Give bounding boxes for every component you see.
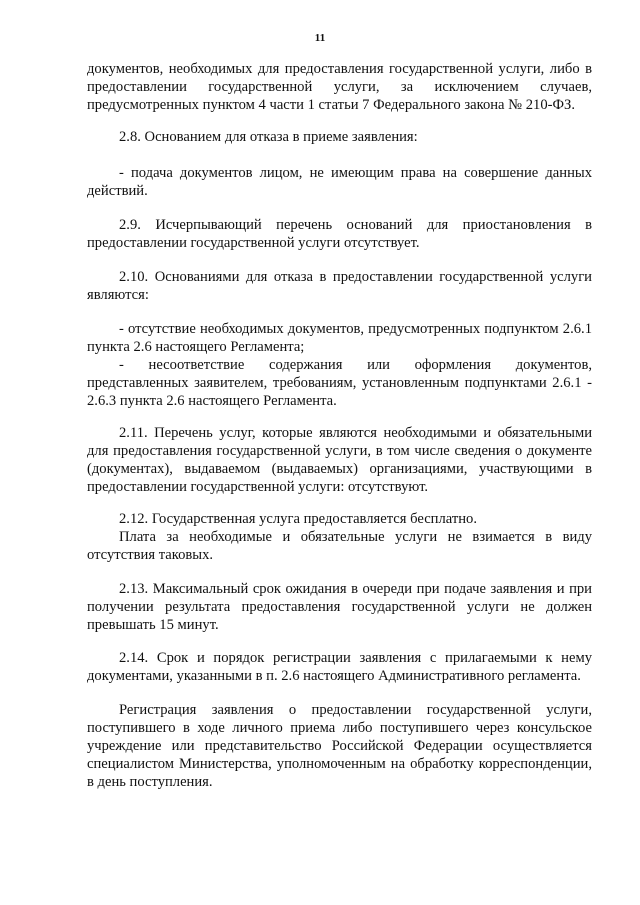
paragraph-2-12: 2.12. Государственная услуга предоставляется бесплатно.	[119, 511, 478, 527]
paragraph-2-8: 2.8. Основанием для отказа в приеме заявления:	[119, 129, 418, 145]
paragraph-2-8-item: - подача документов лицом, не имеющим права на совершение данных действий.	[87, 165, 592, 199]
paragraph-2-10-item-2: - несоответствие содержания или оформления документов, представленных заявителем, требованиям, установленным подпунктами 2.6.1 - 2.6.3 пункта 2.6 настоящего Регламента.	[87, 357, 592, 409]
paragraph-2-14: 2.14. Срок и порядок регистрации заявления с прилагаемыми к нему документами, указанными в п. 2.6 настоящего Административного регламента.	[87, 650, 592, 684]
paragraph-2-10: 2.10. Основаниями для отказа в предоставлении государственной услуги являются:	[87, 269, 592, 303]
paragraph-2-11: 2.11. Перечень услуг, которые являются необходимыми и обязательными для предоставления государственной услуги, в том числе сведения о документе (документах), выдаваемом (выдаваемых) организациями, участвующими в предоставлении государственной услуги: отсутствуют.	[87, 425, 592, 495]
paragraph-registration: Регистрация заявления о предоставлении государственной услуги, поступившего в ходе личного приема либо поступившего через консульское учреждение или представительство Российской Федерации осуществляется специалистом Министерства, уполномоченным на обработку корреспонденции, в день поступления.	[87, 702, 592, 790]
page-number: 11	[314, 32, 326, 44]
paragraph-2-13: 2.13. Максимальный срок ожидания в очереди при подаче заявления и при получении результата предоставления государственной услуги не должен превышать 15 минут.	[87, 581, 592, 633]
paragraph-intro: документов, необходимых для предоставления государственной услуги, либо в предоставлении государственной услуги, за исключением случаев, предусмотренных пунктом 4 части 1 статьи 7 Федерального закона № 210-ФЗ.	[87, 61, 592, 113]
paragraph-2-9: 2.9. Исчерпывающий перечень оснований для приостановления в предоставлении государственной услуги отсутствует.	[87, 217, 592, 251]
paragraph-2-12-fee: Плата за необходимые и обязательные услуги не взимается в виду отсутствия таковых.	[87, 529, 592, 563]
paragraph-2-10-item-1: - отсутствие необходимых документов, предусмотренных подпунктом 2.6.1 пункта 2.6 настоящего Регламента;	[87, 321, 592, 355]
